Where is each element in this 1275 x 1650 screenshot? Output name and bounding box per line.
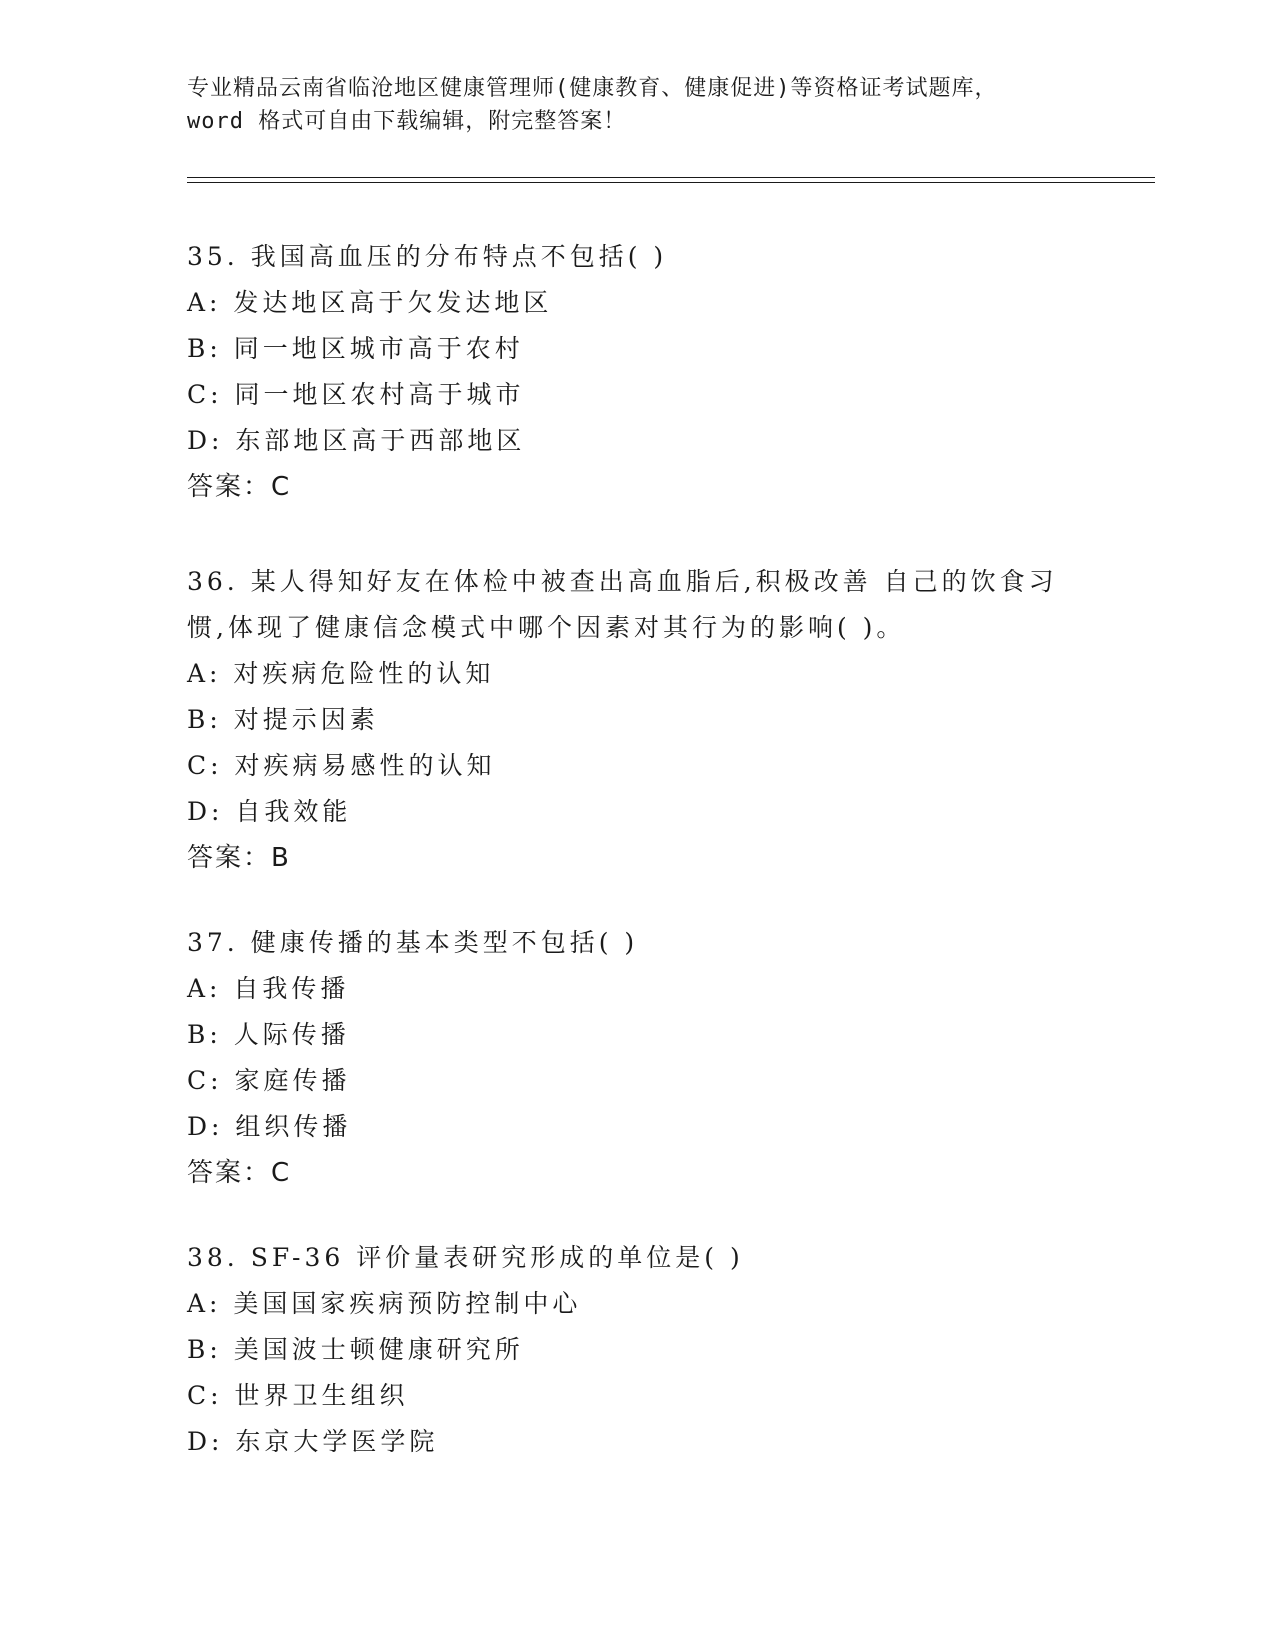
option-d: D: 组织传播	[187, 1112, 352, 1141]
option-d: D: 自我效能	[187, 797, 352, 826]
header-line-1: 专业精品云南省临沧地区健康管理师(健康教育、健康促进)等资格证考试题库，	[187, 76, 998, 101]
option-c: C: 对疾病易感性的认知	[187, 751, 496, 780]
header-line-2: word 格式可自由下载编辑，附完整答案！	[187, 109, 627, 134]
option-a: A: 美国国家疾病预防控制中心	[187, 1289, 582, 1318]
option-d: D: 东京大学医学院	[187, 1427, 439, 1456]
answer-line: 答案：B	[187, 843, 291, 873]
option-b: B: 对提示因素	[187, 705, 379, 734]
option-b: B: 人际传播	[187, 1020, 350, 1049]
header-divider-bottom	[187, 182, 1155, 183]
question-stem: 35. 我国高血压的分布特点不包括( )	[187, 242, 668, 271]
option-d: D: 东部地区高于西部地区	[187, 426, 526, 455]
option-c: C: 家庭传播	[187, 1066, 351, 1095]
option-b: B: 同一地区城市高于农村	[187, 334, 524, 363]
question-stem: 37. 健康传播的基本类型不包括( )	[187, 928, 639, 957]
option-a: A: 对疾病危险性的认知	[187, 659, 495, 688]
question-38	[187, 1235, 1087, 1465]
option-c: C: 同一地区农村高于城市	[187, 380, 525, 409]
question-35	[187, 234, 1087, 510]
option-c: C: 世界卫生组织	[187, 1381, 409, 1410]
question-stem: 36. 某人得知好友在体检中被查出高血脂后,积极改善 自己的饮食习	[187, 567, 1058, 596]
option-b: B: 美国波士顿健康研究所	[187, 1335, 524, 1364]
question-stem: 38. SF-36 评价量表研究形成的单位是( )	[187, 1243, 744, 1272]
answer-line: 答案：C	[187, 472, 292, 502]
question-stem-continued: 惯,体现了健康信念模式中哪个因素对其行为的影响( )。	[187, 613, 906, 642]
header-divider-top	[187, 177, 1155, 178]
question-37	[187, 920, 1087, 1196]
document-header	[187, 72, 1087, 138]
option-a: A: 自我传播	[187, 974, 350, 1003]
option-a: A: 发达地区高于欠发达地区	[187, 288, 553, 317]
answer-line: 答案：C	[187, 1158, 292, 1188]
question-36	[187, 559, 1087, 881]
